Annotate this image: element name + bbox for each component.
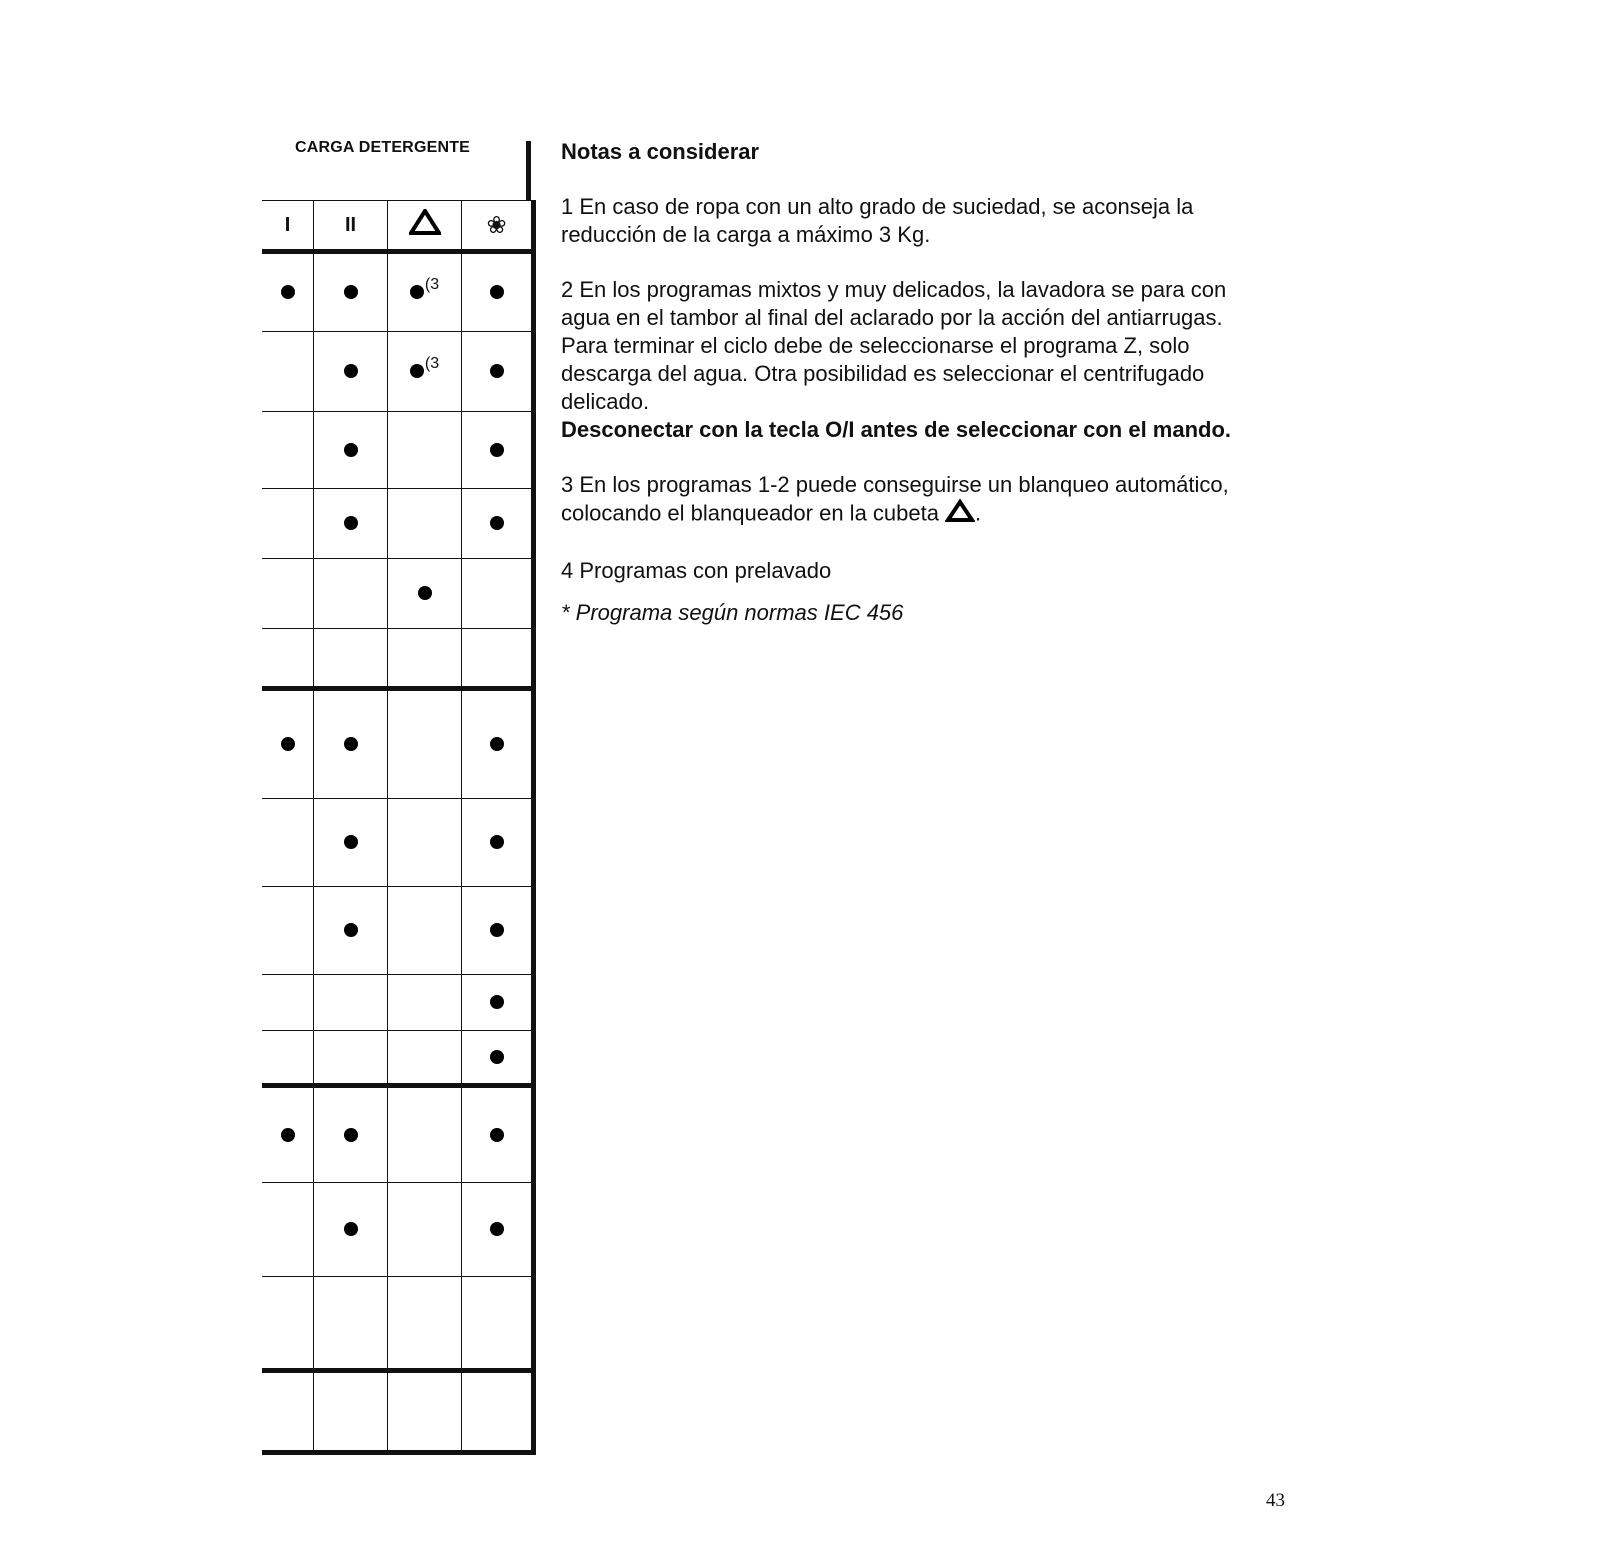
page-number: 43 xyxy=(1266,1490,1285,1511)
table-row xyxy=(262,1277,534,1371)
note-2-text: 2 En los programas mixtos y muy delicados, la lavadora se para con agua en el tambor al final del aclarado por la acción del antiarrugas. xyxy=(561,277,1227,330)
dot-marker xyxy=(344,737,358,751)
footnote-ref: (3 xyxy=(424,275,440,293)
dot-marker xyxy=(410,364,424,378)
dot-marker xyxy=(281,1128,295,1142)
table-divider-bar xyxy=(526,141,531,201)
dot-marker xyxy=(344,285,358,299)
dot-marker xyxy=(281,737,295,751)
note-3 xyxy=(561,471,1281,530)
table-row xyxy=(262,975,534,1031)
dot-marker xyxy=(418,586,432,600)
footnote-ref: (3 xyxy=(424,354,440,372)
header-prewash: I xyxy=(262,201,314,252)
table-row xyxy=(262,887,534,975)
table-row xyxy=(262,489,534,559)
dot-marker xyxy=(490,285,504,299)
dot-marker xyxy=(490,1050,504,1064)
header-softener-icon: ❀ xyxy=(462,201,534,252)
table-row xyxy=(262,1371,534,1453)
table-row xyxy=(262,412,534,489)
dot-marker xyxy=(281,285,295,299)
header-bleach-icon xyxy=(388,201,462,252)
table-row xyxy=(262,629,534,689)
dot-marker xyxy=(344,516,358,530)
dot-marker xyxy=(490,443,504,457)
note-2-warning: Desconectar con la tecla O/I antes de seleccionar con el mando. xyxy=(561,417,1232,442)
table-row xyxy=(262,799,534,887)
footnote-iec: * Programa según normas IEC 456 xyxy=(561,600,904,625)
note-3-end: . xyxy=(974,500,982,526)
table-row xyxy=(262,252,534,332)
dot-marker xyxy=(344,1128,358,1142)
note-1: 1 En caso de ropa con un alto grado de suciedad, se aconseja la reducción de la carga a máximo 3 Kg. xyxy=(561,194,1194,247)
table-row xyxy=(262,1031,534,1086)
table-row xyxy=(262,1086,534,1183)
header-wash: II xyxy=(314,201,388,252)
dot-marker xyxy=(410,285,424,299)
dot-marker xyxy=(344,835,358,849)
detergent-load-title: CARGA DETERGENTE xyxy=(295,139,471,156)
dot-marker xyxy=(490,995,504,1009)
note-2 xyxy=(561,276,1281,444)
note-3-text: 3 En los programas 1-2 puede conseguirse un blanqueo automático, colocando el blanqueador en la cubeta xyxy=(561,472,1229,526)
dot-marker xyxy=(490,737,504,751)
note-2-continuation: Para terminar el ciclo debe de seleccionarse el programa Z, solo descarga del agua. Otra posibilidad es seleccionar el centrifugado delicado. xyxy=(561,333,1205,414)
table-row xyxy=(262,559,534,629)
detergent-table xyxy=(262,200,536,1455)
table-row xyxy=(262,1183,534,1277)
bleach-triangle-icon xyxy=(945,499,975,530)
table-row xyxy=(262,689,534,799)
dot-marker xyxy=(344,923,358,937)
dot-marker xyxy=(490,1222,504,1236)
dot-marker xyxy=(490,364,504,378)
dot-marker xyxy=(490,835,504,849)
notes-section xyxy=(561,138,1281,654)
dot-marker xyxy=(490,923,504,937)
dot-marker xyxy=(490,1128,504,1142)
note-4: 4 Programas con prelavado xyxy=(561,558,832,583)
notes-heading: Notas a considerar xyxy=(561,139,760,164)
dot-marker xyxy=(344,1222,358,1236)
dot-marker xyxy=(490,516,504,530)
dot-marker xyxy=(344,443,358,457)
table-row xyxy=(262,332,534,412)
dot-marker xyxy=(344,364,358,378)
